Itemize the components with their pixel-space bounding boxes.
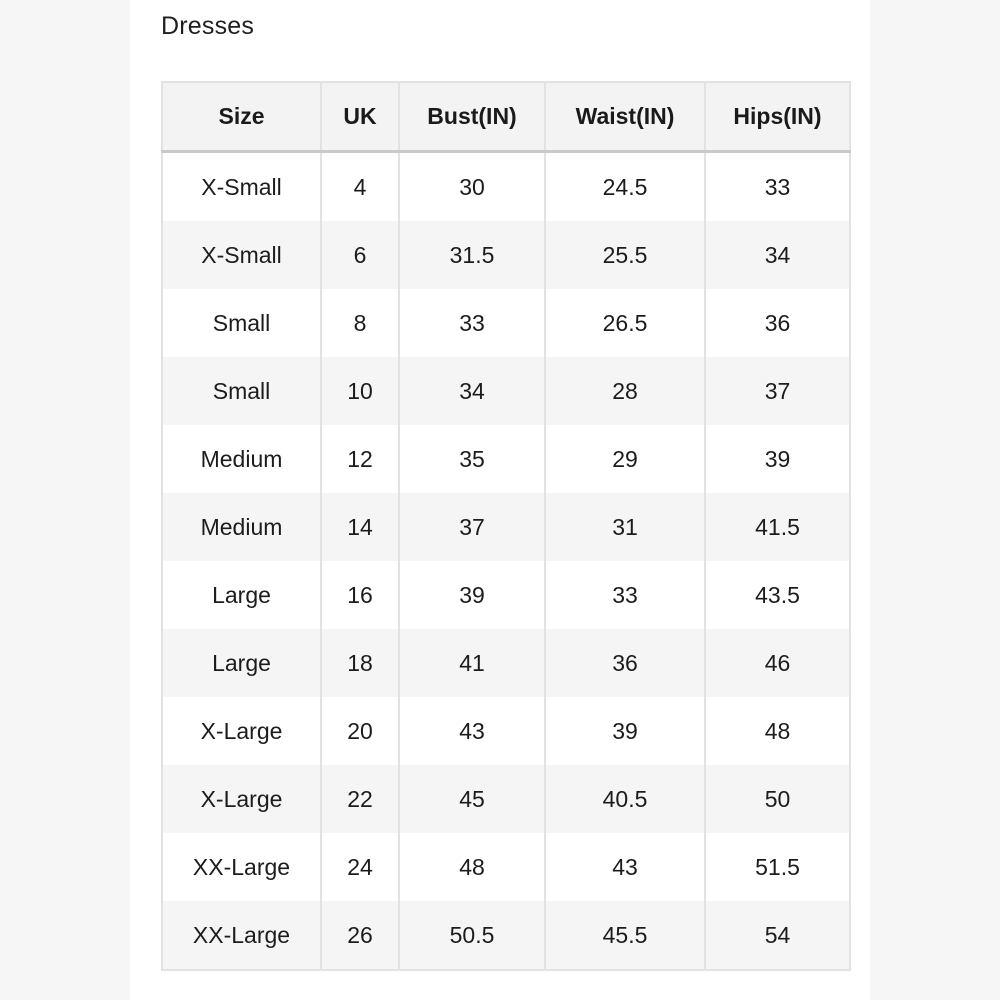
cell-uk: 12 bbox=[321, 425, 399, 493]
cell-waist: 25.5 bbox=[545, 221, 705, 289]
cell-bust: 30 bbox=[399, 152, 545, 222]
cell-bust: 37 bbox=[399, 493, 545, 561]
table-row bbox=[162, 765, 850, 833]
table-row bbox=[162, 425, 850, 493]
table-row bbox=[162, 629, 850, 697]
column-header-bust: Bust(IN) bbox=[399, 82, 545, 152]
cell-size: X-Small bbox=[162, 152, 321, 222]
cell-size: Medium bbox=[162, 493, 321, 561]
cell-hips: 34 bbox=[705, 221, 850, 289]
cell-hips: 54 bbox=[705, 901, 850, 970]
cell-size: X-Large bbox=[162, 765, 321, 833]
page-title: Dresses bbox=[161, 12, 255, 40]
cell-waist: 33 bbox=[545, 561, 705, 629]
cell-size: Small bbox=[162, 357, 321, 425]
cell-size: X-Large bbox=[162, 697, 321, 765]
cell-hips: 48 bbox=[705, 697, 850, 765]
size-chart-table bbox=[161, 81, 851, 971]
cell-waist: 36 bbox=[545, 629, 705, 697]
column-header-waist: Waist(IN) bbox=[545, 82, 705, 152]
cell-waist: 24.5 bbox=[545, 152, 705, 222]
cell-size: XX-Large bbox=[162, 901, 321, 970]
column-header-size: Size bbox=[162, 82, 321, 152]
table-row bbox=[162, 833, 850, 901]
cell-uk: 14 bbox=[321, 493, 399, 561]
table-row bbox=[162, 357, 850, 425]
cell-uk: 26 bbox=[321, 901, 399, 970]
cell-bust: 43 bbox=[399, 697, 545, 765]
cell-uk: 24 bbox=[321, 833, 399, 901]
column-header-uk: UK bbox=[321, 82, 399, 152]
cell-uk: 10 bbox=[321, 357, 399, 425]
table-row bbox=[162, 152, 850, 222]
cell-hips: 36 bbox=[705, 289, 850, 357]
cell-hips: 39 bbox=[705, 425, 850, 493]
cell-hips: 41.5 bbox=[705, 493, 850, 561]
cell-size: X-Small bbox=[162, 221, 321, 289]
cell-bust: 35 bbox=[399, 425, 545, 493]
table-row bbox=[162, 697, 850, 765]
cell-hips: 46 bbox=[705, 629, 850, 697]
cell-uk: 22 bbox=[321, 765, 399, 833]
cell-hips: 37 bbox=[705, 357, 850, 425]
table-header-row bbox=[162, 82, 850, 152]
cell-bust: 33 bbox=[399, 289, 545, 357]
cell-bust: 31.5 bbox=[399, 221, 545, 289]
cell-hips: 50 bbox=[705, 765, 850, 833]
cell-waist: 39 bbox=[545, 697, 705, 765]
cell-size: Small bbox=[162, 289, 321, 357]
cell-waist: 29 bbox=[545, 425, 705, 493]
cell-bust: 39 bbox=[399, 561, 545, 629]
column-header-hips: Hips(IN) bbox=[705, 82, 850, 152]
cell-uk: 6 bbox=[321, 221, 399, 289]
cell-size: XX-Large bbox=[162, 833, 321, 901]
cell-uk: 8 bbox=[321, 289, 399, 357]
cell-uk: 4 bbox=[321, 152, 399, 222]
cell-waist: 40.5 bbox=[545, 765, 705, 833]
cell-bust: 41 bbox=[399, 629, 545, 697]
cell-uk: 16 bbox=[321, 561, 399, 629]
table-row bbox=[162, 289, 850, 357]
cell-waist: 26.5 bbox=[545, 289, 705, 357]
cell-waist: 43 bbox=[545, 833, 705, 901]
cell-uk: 18 bbox=[321, 629, 399, 697]
cell-uk: 20 bbox=[321, 697, 399, 765]
cell-bust: 45 bbox=[399, 765, 545, 833]
cell-size: Large bbox=[162, 561, 321, 629]
cell-size: Large bbox=[162, 629, 321, 697]
cell-hips: 43.5 bbox=[705, 561, 850, 629]
cell-bust: 50.5 bbox=[399, 901, 545, 970]
cell-hips: 33 bbox=[705, 152, 850, 222]
cell-hips: 51.5 bbox=[705, 833, 850, 901]
cell-waist: 28 bbox=[545, 357, 705, 425]
cell-size: Medium bbox=[162, 425, 321, 493]
table-row bbox=[162, 561, 850, 629]
cell-waist: 31 bbox=[545, 493, 705, 561]
table-row bbox=[162, 221, 850, 289]
table-row bbox=[162, 493, 850, 561]
cell-bust: 34 bbox=[399, 357, 545, 425]
cell-waist: 45.5 bbox=[545, 901, 705, 970]
cell-bust: 48 bbox=[399, 833, 545, 901]
table-row bbox=[162, 901, 850, 970]
